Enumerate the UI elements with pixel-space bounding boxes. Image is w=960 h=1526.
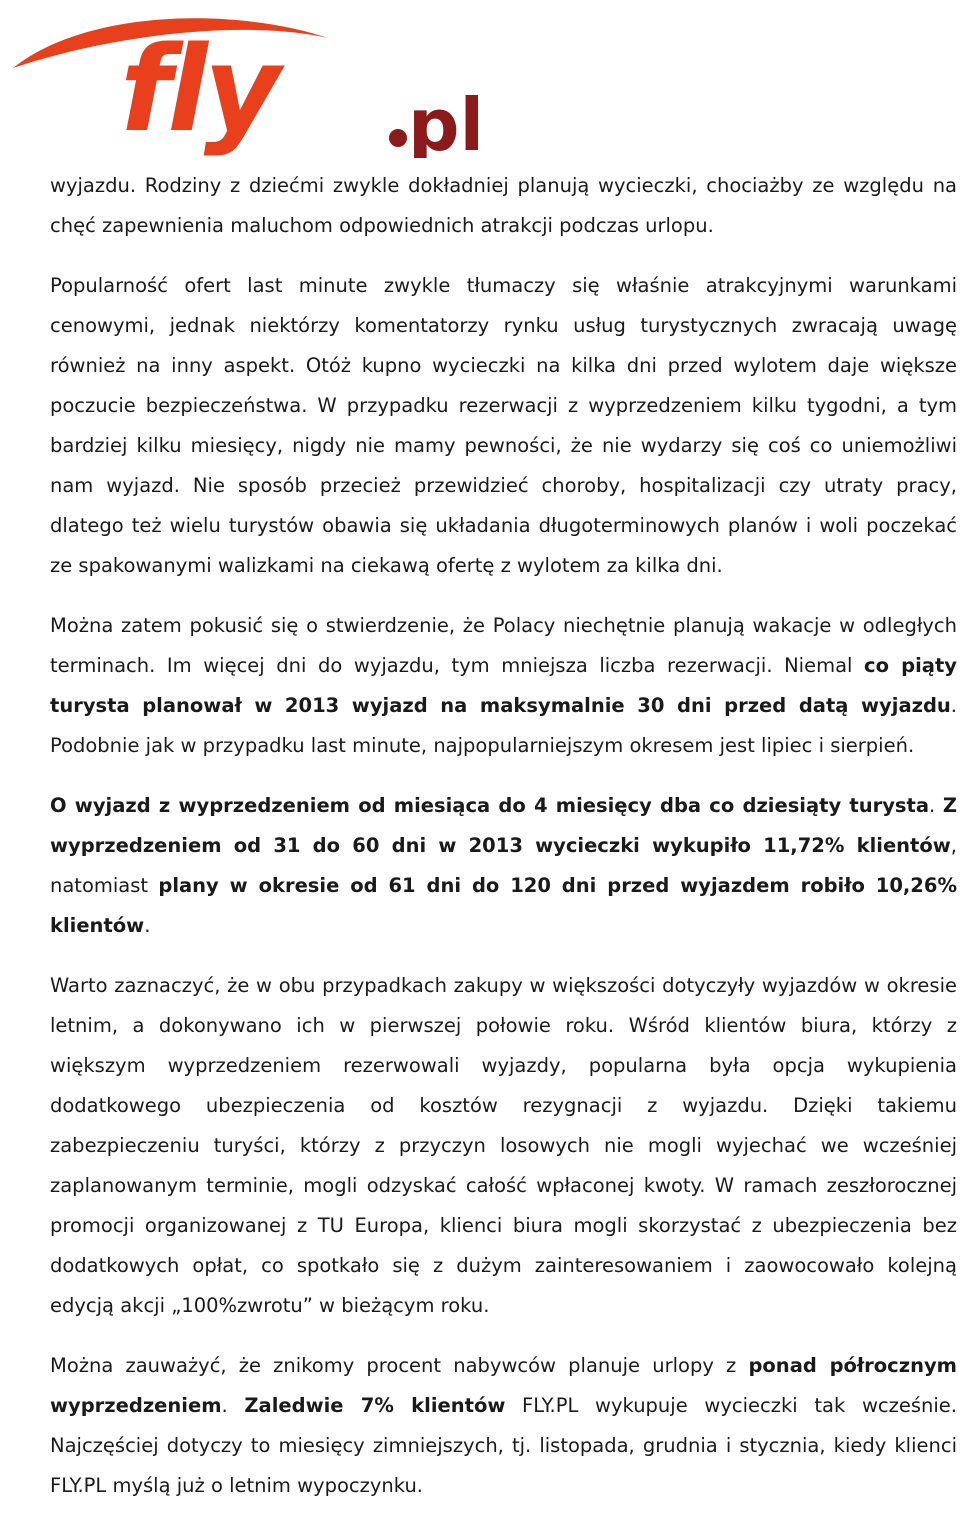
paragraph-2 <box>50 266 957 586</box>
text: . Podobnie jak w przypadku last minute, najpopularniejszym okresem jest lipiec i sierpień. <box>50 694 957 757</box>
bold-text: ponad półrocznym wyprzedzeniem <box>50 1354 957 1417</box>
paragraph-5 <box>50 966 957 1326</box>
text: Popularność ofert last minute zwykle tłumaczy się właśnie atrakcyjnymi warunkami cenowymi, jednak niektórzy komentatorzy rynku usług turystycznych zwracają uwagę również na inny aspekt. Otóż kupno wycieczki na kilka dni przed wylotem daje większe poczucie bezpieczeństwa. W przypadku rezerwacji z wyprzedzeniem kilku tygodni, a tym bardziej kilku miesięcy, nigdy nie mamy pewności, że nie wydarzy się coś co uniemożliwi nam wyjazd. Nie sposób przecież przewidzieć choroby, hospitalizacji czy utraty pracy, dlatego też wielu turystów obawia się układania długoterminowych planów i woli poczekać ze spakowanymi walizkami na ciekawą ofertę z wylotem za kilka dni. <box>50 274 957 577</box>
paragraph-4 <box>50 786 957 946</box>
paragraph-6 <box>50 1346 957 1506</box>
bold-text: plany w okresie od 61 dni do 120 dni przed wyjazdem robiło 10,26% klientów <box>50 874 957 937</box>
text: Można zatem pokusić się o stwierdzenie, że Polacy niechętnie planują wakacje w odległych terminach. Im więcej dni do wyjazdu, tym mniejsza liczba rezerwacji. Niemal <box>50 614 957 677</box>
text: wyjazdu. Rodziny z dziećmi zwykle dokładniej planują wycieczki, chociażby ze względu na chęć zapewnienia maluchom odpowiednich atrakcji podczas urlopu. <box>50 174 957 237</box>
text: Warto zaznaczyć, że w obu przypadkach zakupy w większości dotyczyły wyjazdów w okresie letnim, a dokonywano ich w pierwszej połowie roku. Wśród klientów biura, którzy z większym wyprzedzeniem rezerwowali wyjazdy, popularna była opcja wykupienia dodatkowego ubezpieczenia od kosztów rezygnacji z wyjazdu. Dzięki takiemu zabezpieczeniu turyści, którzy z przyczyn losowych nie mogli wyjechać we wcześniej zaplanowanym terminie, mogli odzyskać całość wpłaconej kwoty. W ramach zeszłorocznej promocji organizowanej z TU Europa, klienci biura mogli skorzystać z ubezpieczenia bez dodatkowych opłat, co spotkało się z dużym zainteresowaniem i zaowocowało kolejną edycją akcji „100%zwrotu” w bieżącym roku. <box>50 974 957 1317</box>
fly-pl-logo <box>8 8 478 158</box>
bold-text: co piąty turysta planował w 2013 wyjazd na maksymalnie 30 dni przed datą wyjazdu <box>50 654 957 717</box>
text: . <box>929 794 943 817</box>
paragraph-3 <box>50 606 957 766</box>
bold-text: Z wyprzedzeniem od 31 do 60 dni w 2013 wycieczki wykupiło 11,72% klientów <box>50 794 958 857</box>
text: FLY.PL wykupuje wycieczki tak wcześnie. Najczęściej dotyczy to miesięcy zimniejszych, tj. listopada, grudnia i stycznia, kiedy klienci FLY.PL myślą już o letnim wypoczynku. <box>50 1394 957 1497</box>
bold-text: O wyjazd z wyprzedzeniem od miesiąca do 4 miesięcy dba co dziesiąty turysta <box>50 794 930 817</box>
fly-pl-logo-graphic <box>8 8 478 158</box>
paragraph-1 <box>50 166 957 246</box>
text: , natomiast <box>50 834 957 897</box>
svg-text:fly: fly <box>120 20 277 158</box>
text: . <box>144 914 151 937</box>
bold-text: Zaledwie 7% klientów <box>244 1394 506 1417</box>
text: . <box>221 1394 245 1417</box>
spacer <box>50 246 957 266</box>
article-body <box>50 166 957 1526</box>
svg-text:pl: pl <box>408 83 478 158</box>
text: Można zauważyć, że znikomy procent nabywców planuje urlopy z <box>50 1354 749 1377</box>
